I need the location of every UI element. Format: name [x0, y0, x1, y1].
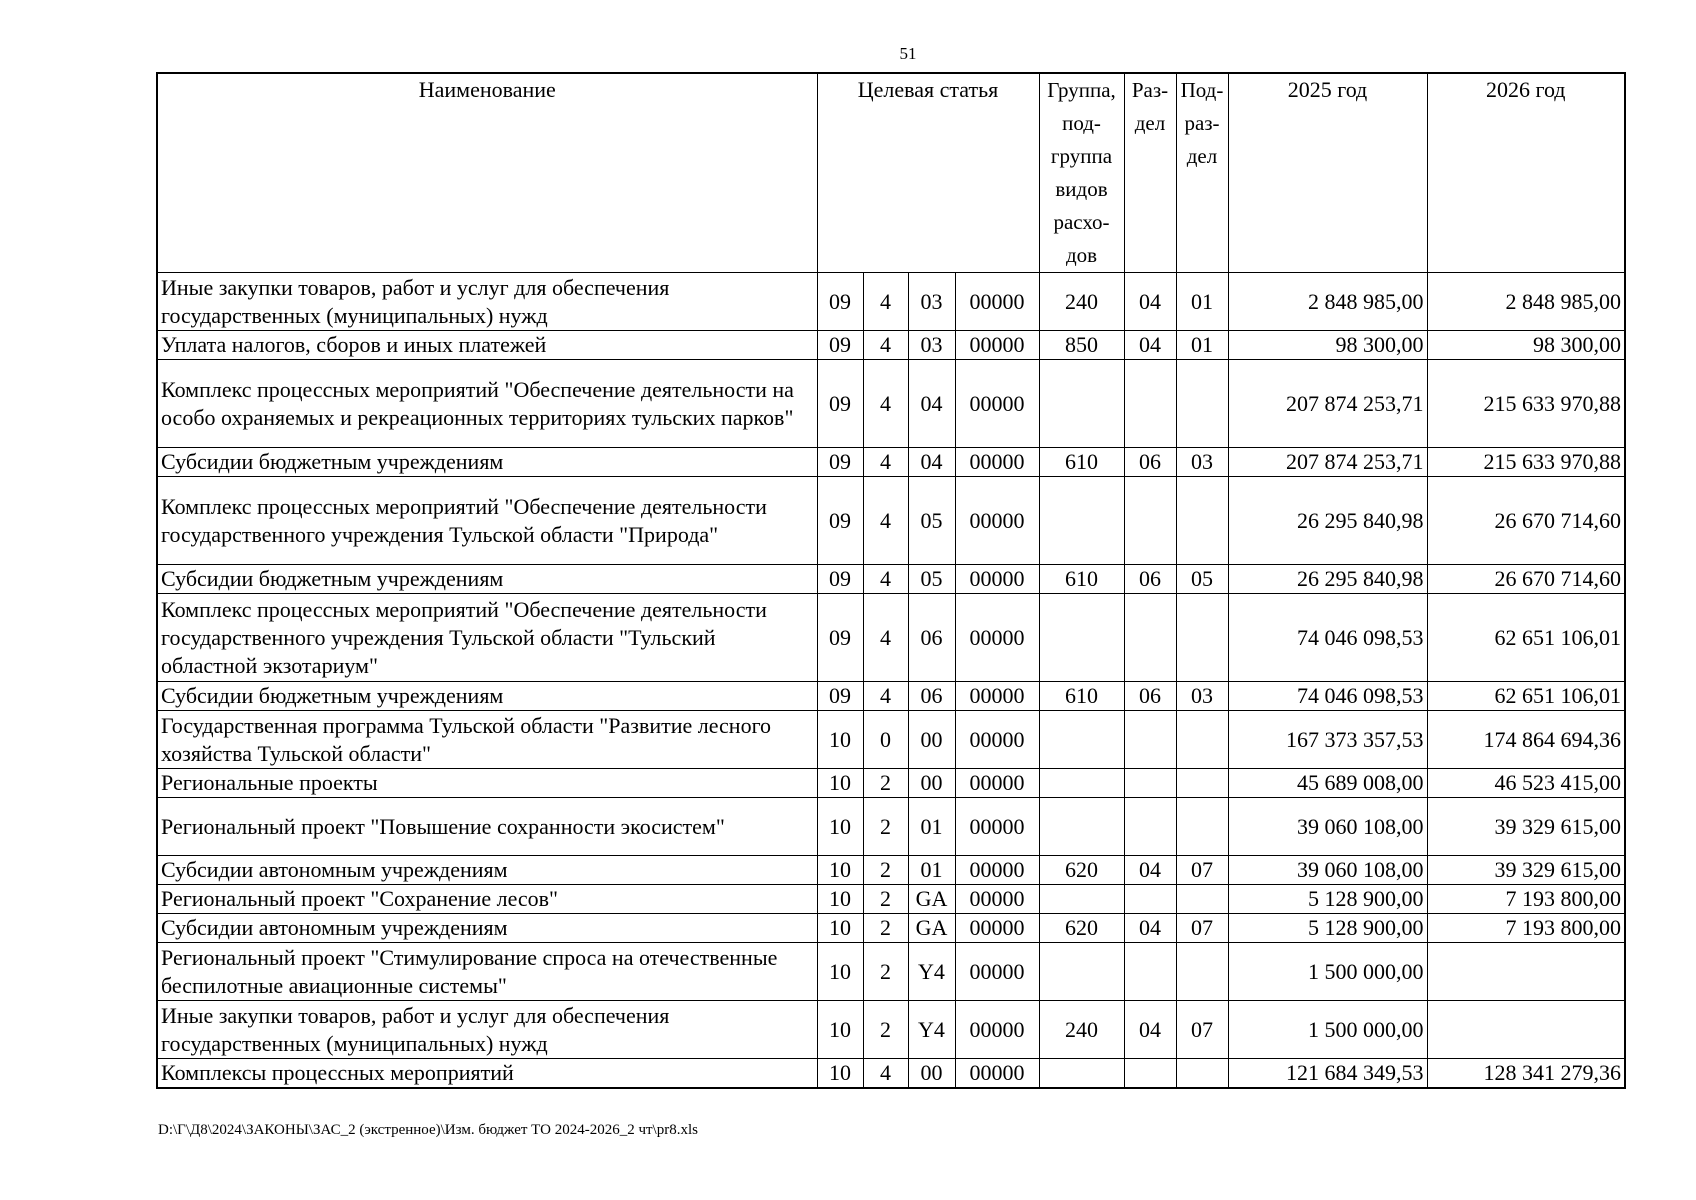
target-article-element: 03 [908, 273, 955, 331]
expense-group: 610 [1039, 448, 1124, 477]
section [1124, 360, 1176, 448]
table-row [157, 798, 1625, 856]
subsection [1176, 360, 1228, 448]
amount-2026: 215 633 970,88 [1427, 448, 1625, 477]
target-article-program: 10 [817, 1059, 863, 1089]
expense-group [1039, 769, 1124, 798]
section: 04 [1124, 273, 1176, 331]
table-row [157, 273, 1625, 331]
section: 06 [1124, 565, 1176, 594]
row-name: Государственная программа Тульской области "Развитие лесного хозяйства Тульской области" [157, 711, 817, 769]
amount-2026: 128 341 279,36 [1427, 1059, 1625, 1089]
amount-2026: 62 651 106,01 [1427, 594, 1625, 682]
target-article-element: 01 [908, 798, 955, 856]
section [1124, 594, 1176, 682]
target-article-element: 04 [908, 360, 955, 448]
expense-group [1039, 798, 1124, 856]
target-article-element: 05 [908, 477, 955, 565]
target-article-program: 10 [817, 769, 863, 798]
target-article-type: 4 [863, 477, 908, 565]
target-article-direction: 00000 [955, 1059, 1039, 1089]
section [1124, 943, 1176, 1001]
target-article-element: 01 [908, 856, 955, 885]
amount-2026: 62 651 106,01 [1427, 682, 1625, 711]
amount-2026: 7 193 800,00 [1427, 914, 1625, 943]
table-row [157, 448, 1625, 477]
section [1124, 798, 1176, 856]
amount-2025: 74 046 098,53 [1228, 594, 1427, 682]
header-subsection: Под-раз-дел [1176, 73, 1228, 273]
table-row [157, 1001, 1625, 1059]
target-article-type: 2 [863, 1001, 908, 1059]
section: 06 [1124, 448, 1176, 477]
target-article-type: 4 [863, 331, 908, 360]
table-row [157, 769, 1625, 798]
amount-2026: 39 329 615,00 [1427, 798, 1625, 856]
target-article-element: GA [908, 885, 955, 914]
target-article-direction: 00000 [955, 594, 1039, 682]
row-name: Иные закупки товаров, работ и услуг для обеспечения государственных (муниципальных) нужд [157, 1001, 817, 1059]
row-name: Субсидии автономным учреждениям [157, 856, 817, 885]
subsection [1176, 885, 1228, 914]
target-article-program: 10 [817, 914, 863, 943]
subsection [1176, 594, 1228, 682]
subsection [1176, 711, 1228, 769]
target-article-type: 2 [863, 885, 908, 914]
row-name: Комплекс процессных мероприятий "Обеспечение деятельности государственного учреждения Тульской области "Тульский областной экзотариум" [157, 594, 817, 682]
amount-2026: 174 864 694,36 [1427, 711, 1625, 769]
target-article-type: 4 [863, 1059, 908, 1089]
expense-group: 850 [1039, 331, 1124, 360]
row-name: Региональный проект "Сохранение лесов" [157, 885, 817, 914]
section [1124, 477, 1176, 565]
target-article-direction: 00000 [955, 943, 1039, 1001]
section: 04 [1124, 856, 1176, 885]
target-article-direction: 00000 [955, 711, 1039, 769]
subsection: 03 [1176, 448, 1228, 477]
section [1124, 769, 1176, 798]
amount-2026: 215 633 970,88 [1427, 360, 1625, 448]
section [1124, 1059, 1176, 1089]
amount-2025: 207 874 253,71 [1228, 448, 1427, 477]
table-row [157, 914, 1625, 943]
target-article-program: 10 [817, 1001, 863, 1059]
target-article-element: Y4 [908, 1001, 955, 1059]
subsection: 01 [1176, 273, 1228, 331]
amount-2026: 26 670 714,60 [1427, 565, 1625, 594]
expense-group [1039, 943, 1124, 1001]
expense-group: 620 [1039, 856, 1124, 885]
amount-2026: 98 300,00 [1427, 331, 1625, 360]
amount-2025: 5 128 900,00 [1228, 885, 1427, 914]
subsection: 01 [1176, 331, 1228, 360]
target-article-program: 10 [817, 943, 863, 1001]
section [1124, 885, 1176, 914]
target-article-program: 09 [817, 594, 863, 682]
subsection [1176, 477, 1228, 565]
header-name: Наименование [157, 73, 817, 273]
section: 04 [1124, 1001, 1176, 1059]
target-article-type: 0 [863, 711, 908, 769]
target-article-direction: 00000 [955, 273, 1039, 331]
header-year-2026: 2026 год [1427, 73, 1625, 273]
table-row [157, 943, 1625, 1001]
target-article-program: 10 [817, 711, 863, 769]
expense-group: 610 [1039, 565, 1124, 594]
target-article-direction: 00000 [955, 448, 1039, 477]
subsection [1176, 798, 1228, 856]
target-article-direction: 00000 [955, 885, 1039, 914]
amount-2025: 39 060 108,00 [1228, 856, 1427, 885]
amount-2025: 98 300,00 [1228, 331, 1427, 360]
section: 04 [1124, 331, 1176, 360]
table-row [157, 856, 1625, 885]
target-article-element: 04 [908, 448, 955, 477]
amount-2026: 2 848 985,00 [1427, 273, 1625, 331]
table-row [157, 360, 1625, 448]
subsection: 07 [1176, 856, 1228, 885]
target-article-type: 2 [863, 943, 908, 1001]
target-article-program: 10 [817, 885, 863, 914]
target-article-type: 4 [863, 594, 908, 682]
row-name: Региональный проект "Повышение сохранности экосистем" [157, 798, 817, 856]
amount-2026 [1427, 1001, 1625, 1059]
section: 06 [1124, 682, 1176, 711]
amount-2025: 26 295 840,98 [1228, 565, 1427, 594]
row-name: Региональные проекты [157, 769, 817, 798]
expense-group [1039, 885, 1124, 914]
amount-2025: 121 684 349,53 [1228, 1059, 1427, 1089]
target-article-direction: 00000 [955, 360, 1039, 448]
table-row [157, 331, 1625, 360]
header-section: Раз-дел [1124, 73, 1176, 273]
target-article-type: 2 [863, 798, 908, 856]
amount-2026: 26 670 714,60 [1427, 477, 1625, 565]
row-name: Субсидии бюджетным учреждениям [157, 448, 817, 477]
table-row [157, 477, 1625, 565]
amount-2025: 207 874 253,71 [1228, 360, 1427, 448]
target-article-element: 06 [908, 682, 955, 711]
target-article-type: 4 [863, 565, 908, 594]
target-article-type: 4 [863, 360, 908, 448]
target-article-type: 2 [863, 856, 908, 885]
amount-2025: 74 046 098,53 [1228, 682, 1427, 711]
amount-2026 [1427, 943, 1625, 1001]
section: 04 [1124, 914, 1176, 943]
subsection: 07 [1176, 914, 1228, 943]
target-article-direction: 00000 [955, 1001, 1039, 1059]
target-article-program: 09 [817, 331, 863, 360]
row-name: Комплекс процессных мероприятий "Обеспечение деятельности государственного учреждения Тульской области "Природа" [157, 477, 817, 565]
target-article-type: 4 [863, 448, 908, 477]
target-article-element: GA [908, 914, 955, 943]
expense-group [1039, 1059, 1124, 1089]
expense-group: 620 [1039, 914, 1124, 943]
amount-2025: 26 295 840,98 [1228, 477, 1427, 565]
expense-group: 240 [1039, 273, 1124, 331]
target-article-program: 09 [817, 273, 863, 331]
target-article-program: 09 [817, 682, 863, 711]
amount-2025: 167 373 357,53 [1228, 711, 1427, 769]
header-expense-group: Группа, под-группа видов расхо-дов [1039, 73, 1124, 273]
amount-2025: 1 500 000,00 [1228, 943, 1427, 1001]
target-article-direction: 00000 [955, 477, 1039, 565]
expense-group [1039, 360, 1124, 448]
table-row [157, 1059, 1625, 1089]
table-row [157, 682, 1625, 711]
target-article-element: 00 [908, 711, 955, 769]
target-article-direction: 00000 [955, 565, 1039, 594]
target-article-program: 09 [817, 565, 863, 594]
target-article-element: Y4 [908, 943, 955, 1001]
target-article-direction: 00000 [955, 798, 1039, 856]
expense-group [1039, 711, 1124, 769]
subsection [1176, 943, 1228, 1001]
row-name: Региональный проект "Стимулирование спроса на отечественные беспилотные авиационные системы" [157, 943, 817, 1001]
target-article-element: 05 [908, 565, 955, 594]
target-article-direction: 00000 [955, 856, 1039, 885]
target-article-program: 09 [817, 448, 863, 477]
target-article-element: 06 [908, 594, 955, 682]
target-article-element: 03 [908, 331, 955, 360]
target-article-direction: 00000 [955, 331, 1039, 360]
target-article-element: 00 [908, 1059, 955, 1089]
subsection: 07 [1176, 1001, 1228, 1059]
amount-2025: 5 128 900,00 [1228, 914, 1427, 943]
header-target-article: Целевая статья [817, 73, 1039, 273]
row-name: Уплата налогов, сборов и иных платежей [157, 331, 817, 360]
target-article-direction: 00000 [955, 769, 1039, 798]
target-article-type: 4 [863, 682, 908, 711]
target-article-type: 2 [863, 914, 908, 943]
table-row [157, 885, 1625, 914]
amount-2025: 45 689 008,00 [1228, 769, 1427, 798]
table-row [157, 565, 1625, 594]
row-name: Комплексы процессных мероприятий [157, 1059, 817, 1089]
table-header-row [157, 73, 1625, 273]
expense-group [1039, 594, 1124, 682]
subsection: 03 [1176, 682, 1228, 711]
row-name: Иные закупки товаров, работ и услуг для обеспечения государственных (муниципальных) нужд [157, 273, 817, 331]
subsection [1176, 1059, 1228, 1089]
target-article-element: 00 [908, 769, 955, 798]
header-year-2025: 2025 год [1228, 73, 1427, 273]
expense-group [1039, 477, 1124, 565]
table-row [157, 711, 1625, 769]
amount-2025: 1 500 000,00 [1228, 1001, 1427, 1059]
file-path-footer: D:\Г\Д8\2024\ЗАКОНЫ\ЗАС_2 (экстренное)\Изм. бюджет ТО 2024-2026_2 чт\pr8.xls [158, 1122, 698, 1138]
target-article-program: 09 [817, 360, 863, 448]
amount-2026: 39 329 615,00 [1427, 856, 1625, 885]
row-name: Субсидии бюджетным учреждениям [157, 565, 817, 594]
target-article-program: 10 [817, 798, 863, 856]
expense-group: 610 [1039, 682, 1124, 711]
page-number: 51 [899, 44, 917, 63]
subsection [1176, 769, 1228, 798]
row-name: Субсидии бюджетным учреждениям [157, 682, 817, 711]
amount-2026: 46 523 415,00 [1427, 769, 1625, 798]
section [1124, 711, 1176, 769]
amount-2026: 7 193 800,00 [1427, 885, 1625, 914]
budget-table [156, 72, 1626, 1089]
row-name: Субсидии автономным учреждениям [157, 914, 817, 943]
target-article-direction: 00000 [955, 682, 1039, 711]
amount-2025: 2 848 985,00 [1228, 273, 1427, 331]
row-name: Комплекс процессных мероприятий "Обеспечение деятельности на особо охраняемых и рекреационных территориях тульских парков" [157, 360, 817, 448]
table-row [157, 594, 1625, 682]
target-article-type: 4 [863, 273, 908, 331]
target-article-program: 10 [817, 856, 863, 885]
target-article-type: 2 [863, 769, 908, 798]
subsection: 05 [1176, 565, 1228, 594]
amount-2025: 39 060 108,00 [1228, 798, 1427, 856]
expense-group: 240 [1039, 1001, 1124, 1059]
target-article-program: 09 [817, 477, 863, 565]
target-article-direction: 00000 [955, 914, 1039, 943]
